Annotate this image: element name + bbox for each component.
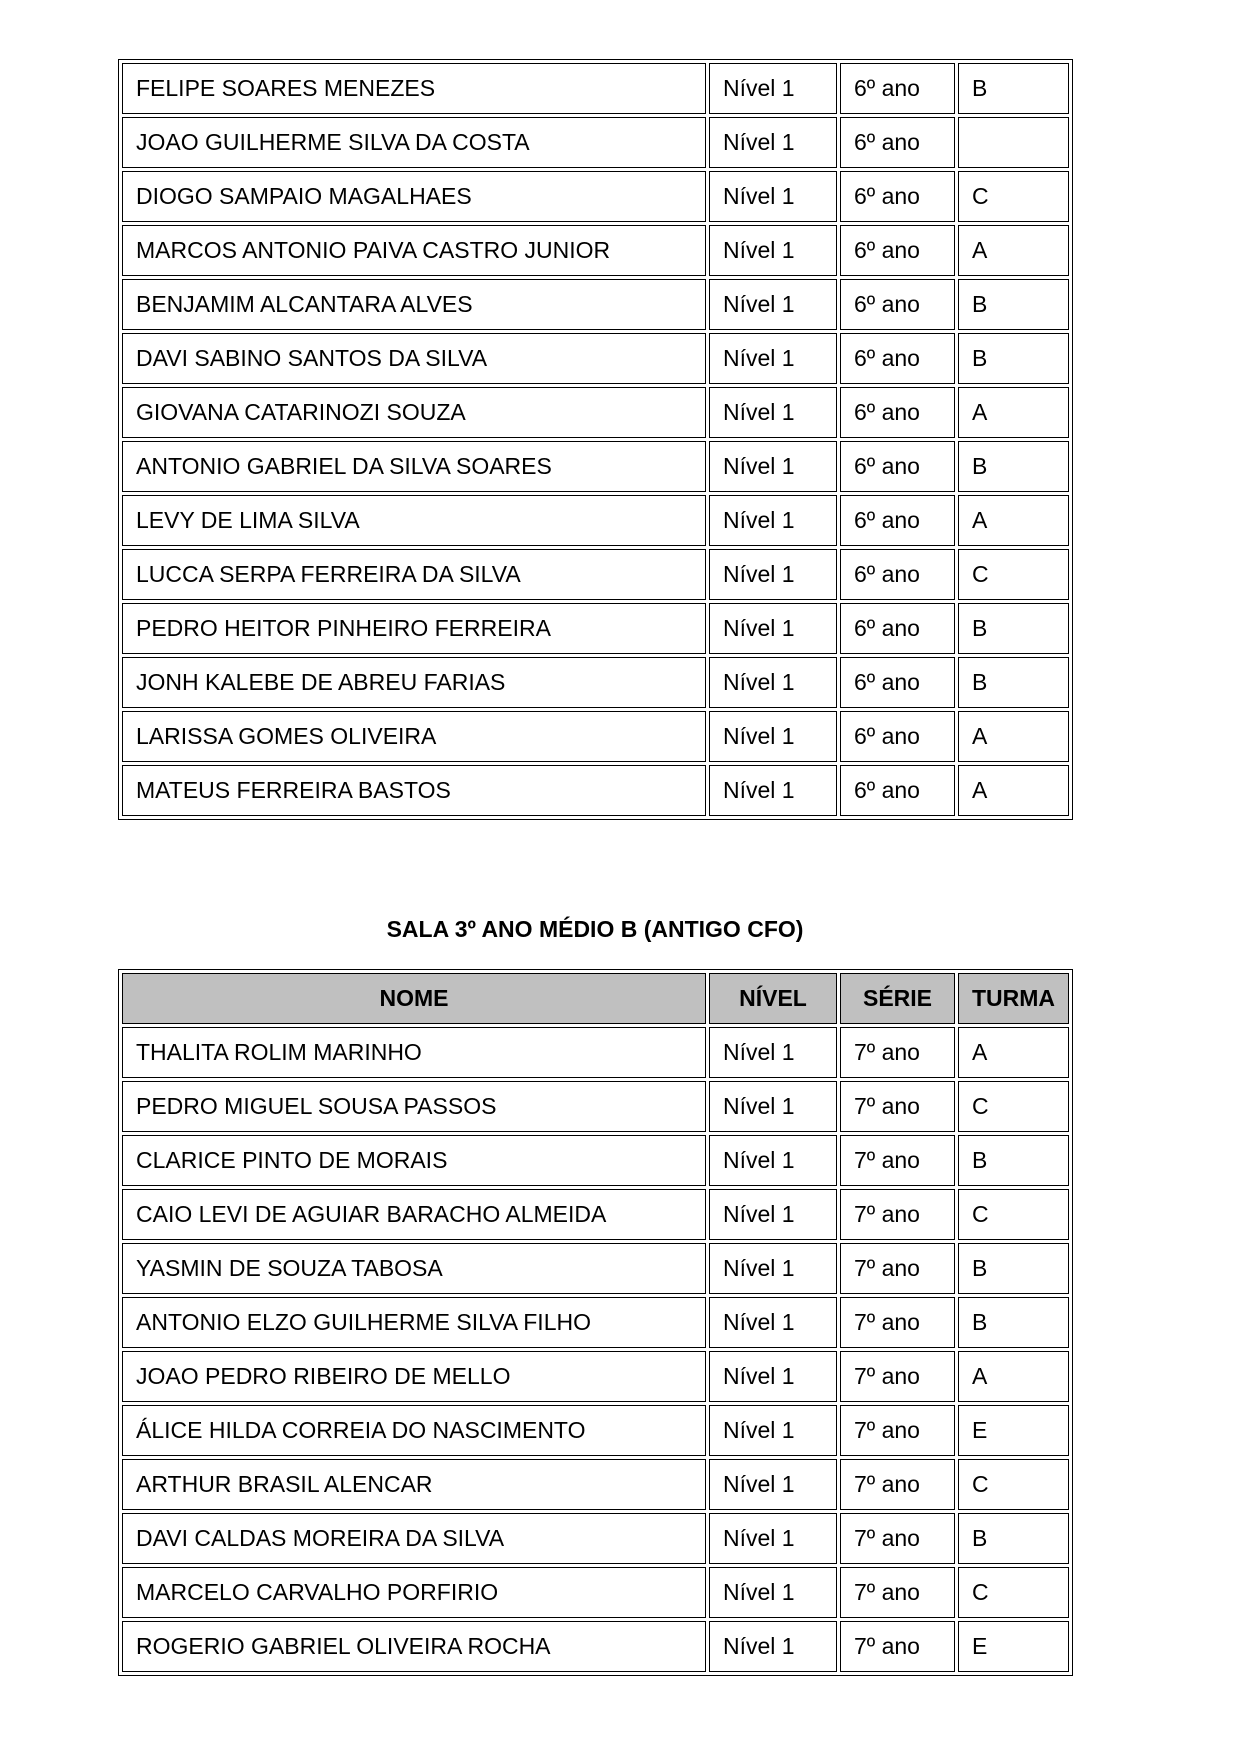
table-row bbox=[122, 1621, 1069, 1672]
table-row bbox=[122, 549, 1069, 600]
cell-serie: 6º ano bbox=[840, 657, 955, 708]
cell-turma: C bbox=[958, 1567, 1069, 1618]
cell-turma: E bbox=[958, 1405, 1069, 1456]
table-row bbox=[122, 1405, 1069, 1456]
table-row bbox=[122, 279, 1069, 330]
cell-nivel: Nível 1 bbox=[709, 63, 837, 114]
cell-nome: CLARICE PINTO DE MORAIS bbox=[122, 1135, 706, 1186]
cell-serie: 6º ano bbox=[840, 711, 955, 762]
cell-nome: ARTHUR BRASIL ALENCAR bbox=[122, 1459, 706, 1510]
student-table-6th-grade bbox=[118, 59, 1073, 820]
cell-nome: FELIPE SOARES MENEZES bbox=[122, 63, 706, 114]
cell-serie: 7º ano bbox=[840, 1027, 955, 1078]
cell-nivel: Nível 1 bbox=[709, 117, 837, 168]
cell-serie: 7º ano bbox=[840, 1405, 955, 1456]
cell-nome: ROGERIO GABRIEL OLIVEIRA ROCHA bbox=[122, 1621, 706, 1672]
cell-serie: 6º ano bbox=[840, 279, 955, 330]
cell-turma: C bbox=[958, 1081, 1069, 1132]
cell-serie: 7º ano bbox=[840, 1567, 955, 1618]
cell-nivel: Nível 1 bbox=[709, 1135, 837, 1186]
cell-nivel: Nível 1 bbox=[709, 225, 837, 276]
column-header-nivel: NÍVEL bbox=[709, 973, 837, 1024]
cell-serie: 6º ano bbox=[840, 117, 955, 168]
cell-serie: 7º ano bbox=[840, 1189, 955, 1240]
cell-nivel: Nível 1 bbox=[709, 1567, 837, 1618]
cell-serie: 7º ano bbox=[840, 1351, 955, 1402]
cell-turma: C bbox=[958, 1459, 1069, 1510]
cell-serie: 7º ano bbox=[840, 1513, 955, 1564]
table-row bbox=[122, 657, 1069, 708]
table-body bbox=[122, 63, 1069, 816]
cell-nivel: Nível 1 bbox=[709, 1189, 837, 1240]
cell-serie: 6º ano bbox=[840, 549, 955, 600]
cell-turma: B bbox=[958, 1297, 1069, 1348]
cell-turma bbox=[958, 117, 1069, 168]
header-row bbox=[122, 973, 1069, 1024]
cell-nome: YASMIN DE SOUZA TABOSA bbox=[122, 1243, 706, 1294]
cell-nome: MARCOS ANTONIO PAIVA CASTRO JUNIOR bbox=[122, 225, 706, 276]
cell-nivel: Nível 1 bbox=[709, 1405, 837, 1456]
cell-nivel: Nível 1 bbox=[709, 1027, 837, 1078]
table-row bbox=[122, 333, 1069, 384]
cell-serie: 6º ano bbox=[840, 495, 955, 546]
cell-turma: A bbox=[958, 387, 1069, 438]
table-row bbox=[122, 495, 1069, 546]
table-row bbox=[122, 1513, 1069, 1564]
cell-serie: 6º ano bbox=[840, 63, 955, 114]
cell-nivel: Nível 1 bbox=[709, 1081, 837, 1132]
cell-serie: 6º ano bbox=[840, 441, 955, 492]
cell-turma: B bbox=[958, 1243, 1069, 1294]
cell-nivel: Nível 1 bbox=[709, 657, 837, 708]
cell-turma: E bbox=[958, 1621, 1069, 1672]
table-header bbox=[122, 973, 1069, 1024]
cell-nome: ANTONIO ELZO GUILHERME SILVA FILHO bbox=[122, 1297, 706, 1348]
table-row bbox=[122, 1297, 1069, 1348]
cell-serie: 7º ano bbox=[840, 1621, 955, 1672]
column-header-serie: SÉRIE bbox=[840, 973, 955, 1024]
table-row bbox=[122, 765, 1069, 816]
cell-turma: B bbox=[958, 657, 1069, 708]
cell-turma: A bbox=[958, 495, 1069, 546]
cell-nome: GIOVANA CATARINOZI SOUZA bbox=[122, 387, 706, 438]
table-row bbox=[122, 1189, 1069, 1240]
student-table-7th-grade bbox=[118, 969, 1073, 1676]
cell-nivel: Nível 1 bbox=[709, 333, 837, 384]
cell-nome: BENJAMIM ALCANTARA ALVES bbox=[122, 279, 706, 330]
table-row bbox=[122, 63, 1069, 114]
cell-nome: MARCELO CARVALHO PORFIRIO bbox=[122, 1567, 706, 1618]
table-row bbox=[122, 387, 1069, 438]
cell-nome: MATEUS FERREIRA BASTOS bbox=[122, 765, 706, 816]
cell-turma: B bbox=[958, 63, 1069, 114]
cell-turma: B bbox=[958, 1135, 1069, 1186]
cell-serie: 7º ano bbox=[840, 1081, 955, 1132]
cell-serie: 6º ano bbox=[840, 387, 955, 438]
cell-nome: LEVY DE LIMA SILVA bbox=[122, 495, 706, 546]
cell-turma: A bbox=[958, 1027, 1069, 1078]
table-row bbox=[122, 1567, 1069, 1618]
table-row bbox=[122, 1027, 1069, 1078]
cell-serie: 6º ano bbox=[840, 333, 955, 384]
cell-turma: B bbox=[958, 333, 1069, 384]
cell-nivel: Nível 1 bbox=[709, 711, 837, 762]
cell-turma: B bbox=[958, 279, 1069, 330]
cell-nivel: Nível 1 bbox=[709, 1297, 837, 1348]
column-header-nome: NOME bbox=[122, 973, 706, 1024]
table-row bbox=[122, 441, 1069, 492]
cell-turma: C bbox=[958, 1189, 1069, 1240]
table-row bbox=[122, 225, 1069, 276]
cell-nivel: Nível 1 bbox=[709, 1621, 837, 1672]
cell-turma: B bbox=[958, 603, 1069, 654]
cell-nivel: Nível 1 bbox=[709, 549, 837, 600]
table-row bbox=[122, 711, 1069, 762]
cell-turma: A bbox=[958, 225, 1069, 276]
cell-nivel: Nível 1 bbox=[709, 279, 837, 330]
cell-nivel: Nível 1 bbox=[709, 495, 837, 546]
cell-serie: 7º ano bbox=[840, 1243, 955, 1294]
table-row bbox=[122, 1243, 1069, 1294]
cell-nome: THALITA ROLIM MARINHO bbox=[122, 1027, 706, 1078]
table-row bbox=[122, 1135, 1069, 1186]
table-row bbox=[122, 1351, 1069, 1402]
cell-serie: 7º ano bbox=[840, 1135, 955, 1186]
table-row bbox=[122, 1081, 1069, 1132]
cell-nivel: Nível 1 bbox=[709, 171, 837, 222]
cell-nome: LARISSA GOMES OLIVEIRA bbox=[122, 711, 706, 762]
cell-turma: C bbox=[958, 171, 1069, 222]
column-header-turma: TURMA bbox=[958, 973, 1069, 1024]
cell-nome: ÁLICE HILDA CORREIA DO NASCIMENTO bbox=[122, 1405, 706, 1456]
cell-turma: C bbox=[958, 549, 1069, 600]
cell-turma: B bbox=[958, 1513, 1069, 1564]
cell-turma: A bbox=[958, 1351, 1069, 1402]
table-row bbox=[122, 117, 1069, 168]
cell-nome: DIOGO SAMPAIO MAGALHAES bbox=[122, 171, 706, 222]
cell-turma: A bbox=[958, 765, 1069, 816]
table-row bbox=[122, 1459, 1069, 1510]
cell-nome: DAVI SABINO SANTOS DA SILVA bbox=[122, 333, 706, 384]
cell-serie: 7º ano bbox=[840, 1297, 955, 1348]
cell-serie: 6º ano bbox=[840, 765, 955, 816]
cell-nome: JOAO PEDRO RIBEIRO DE MELLO bbox=[122, 1351, 706, 1402]
cell-serie: 6º ano bbox=[840, 603, 955, 654]
table-row bbox=[122, 171, 1069, 222]
cell-nome: DAVI CALDAS MOREIRA DA SILVA bbox=[122, 1513, 706, 1564]
cell-turma: A bbox=[958, 711, 1069, 762]
cell-nome: PEDRO MIGUEL SOUSA PASSOS bbox=[122, 1081, 706, 1132]
cell-nivel: Nível 1 bbox=[709, 1351, 837, 1402]
cell-serie: 7º ano bbox=[840, 1459, 955, 1510]
section-title: SALA 3º ANO MÉDIO B (ANTIGO CFO) bbox=[386, 916, 804, 942]
cell-nivel: Nível 1 bbox=[709, 765, 837, 816]
cell-nivel: Nível 1 bbox=[709, 1513, 837, 1564]
cell-nome: JOAO GUILHERME SILVA DA COSTA bbox=[122, 117, 706, 168]
cell-serie: 6º ano bbox=[840, 171, 955, 222]
table-body bbox=[122, 1027, 1069, 1672]
cell-serie: 6º ano bbox=[840, 225, 955, 276]
cell-nivel: Nível 1 bbox=[709, 1459, 837, 1510]
cell-nivel: Nível 1 bbox=[709, 441, 837, 492]
cell-turma: B bbox=[958, 441, 1069, 492]
cell-nome: PEDRO HEITOR PINHEIRO FERREIRA bbox=[122, 603, 706, 654]
cell-nome: ANTONIO GABRIEL DA SILVA SOARES bbox=[122, 441, 706, 492]
cell-nome: LUCCA SERPA FERREIRA DA SILVA bbox=[122, 549, 706, 600]
cell-nivel: Nível 1 bbox=[709, 603, 837, 654]
cell-nome: JONH KALEBE DE ABREU FARIAS bbox=[122, 657, 706, 708]
cell-nivel: Nível 1 bbox=[709, 1243, 837, 1294]
table-row bbox=[122, 603, 1069, 654]
cell-nome: CAIO LEVI DE AGUIAR BARACHO ALMEIDA bbox=[122, 1189, 706, 1240]
cell-nivel: Nível 1 bbox=[709, 387, 837, 438]
